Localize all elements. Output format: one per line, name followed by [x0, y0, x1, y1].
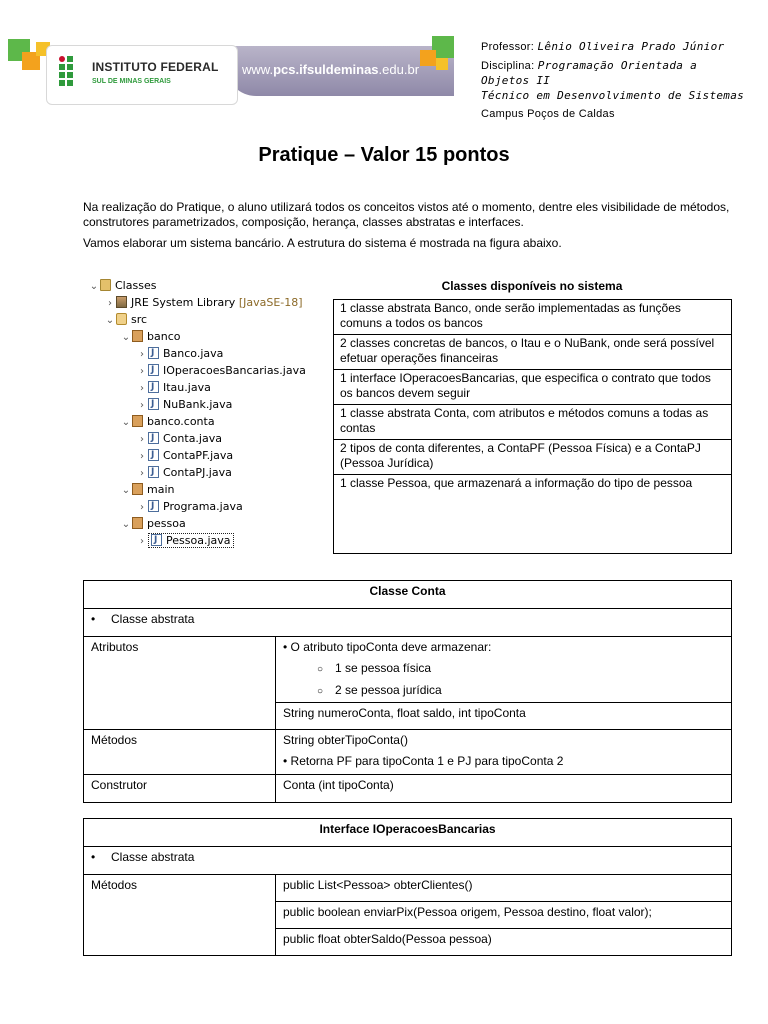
atributo-note: • O atributo tipoConta deve armazenar: — [283, 640, 492, 654]
java-file-icon — [148, 381, 159, 393]
tree-file[interactable]: ›J NuBank.java — [136, 397, 232, 413]
curso-line: Técnico em Desenvolvimento de Sistemas — [481, 89, 745, 102]
tree-file[interactable]: ›J Programa.java — [136, 499, 243, 515]
atributo-option: ○ 1 se pessoa física — [317, 661, 432, 675]
table-cell: 1 classe abstrata Banco, onde serão implementadas as funções comuns a todos os bancos — [334, 300, 732, 335]
chevron-down-icon[interactable]: ⌄ — [121, 417, 131, 428]
table-row — [84, 581, 732, 609]
table-cell: public boolean enviarPix(Pessoa origem, Pessoa destino, float valor); — [276, 902, 732, 929]
disciplina-line: Disciplina: Programação Orientada a — [481, 59, 698, 72]
package-icon — [132, 517, 143, 529]
bullet-icon: • — [91, 612, 96, 626]
table-row — [84, 637, 732, 703]
table-cell: Atributos — [84, 637, 276, 730]
table-cell: Construtor — [84, 775, 276, 803]
tree-package-main[interactable]: ⌄ main — [120, 482, 174, 498]
table-row — [334, 300, 732, 335]
table-row — [84, 819, 732, 847]
table-row — [334, 335, 732, 370]
table-row — [334, 440, 732, 475]
tree-package-pessoa[interactable]: ⌄ pessoa — [120, 516, 186, 532]
table-cell: 2 tipos de conta diferentes, a ContaPF (Pessoa Física) e a ContaPJ (Pessoa Jurídica) — [334, 440, 732, 475]
interface-table — [83, 818, 732, 956]
java-file-icon — [148, 432, 159, 444]
table-row — [334, 370, 732, 405]
table-cell: 1 classe abstrata Conta, com atributos e métodos comuns a todas as contas — [334, 405, 732, 440]
chevron-right-icon[interactable]: › — [140, 536, 144, 547]
java-file-icon — [148, 398, 159, 410]
java-file-icon — [148, 500, 159, 512]
table-row — [334, 475, 732, 554]
chevron-down-icon[interactable]: ⌄ — [105, 315, 115, 326]
chevron-down-icon[interactable]: ⌄ — [89, 281, 99, 292]
tree-file[interactable]: ›J ContaPF.java — [136, 448, 233, 464]
table-row — [84, 609, 732, 637]
source-folder-icon — [116, 313, 127, 325]
tree-library[interactable]: › JRE System Library [JavaSE-18] — [104, 295, 303, 311]
tree-file[interactable]: ›J Itau.java — [136, 380, 211, 396]
table-header: Classe Conta — [84, 581, 732, 609]
table-cell: • Classe abstrata — [84, 847, 732, 875]
tree-file-selected[interactable]: ›J Pessoa.java — [136, 533, 234, 549]
site-url: www.pcs.ifsuldeminas.edu.br — [242, 62, 420, 77]
table-row — [84, 730, 732, 775]
project-tree — [88, 278, 318, 548]
institution-name: INSTITUTO FEDERAL — [92, 60, 219, 74]
chevron-right-icon[interactable]: › — [140, 400, 144, 411]
available-classes-title: Classes disponíveis no sistema — [441, 279, 623, 293]
metodo-signature: String obterTipoConta() — [283, 733, 408, 747]
intro-paragraph-2: Vamos elaborar um sistema bancário. A estrutura do sistema é mostrada na figura abaixo. — [83, 236, 562, 250]
header-banner — [8, 36, 454, 102]
table-cell: Métodos — [84, 875, 276, 956]
project-folder-icon — [100, 279, 111, 291]
institution-subtitle: SUL DE MINAS GERAIS — [92, 78, 171, 85]
java-file-icon — [148, 364, 159, 376]
tree-file[interactable]: ›J ContaPJ.java — [136, 465, 232, 481]
table-cell: Métodos — [84, 730, 276, 775]
java-file-icon — [148, 347, 159, 359]
chevron-down-icon[interactable]: ⌄ — [121, 485, 131, 496]
campus-line: Campus Poços de Caldas — [481, 108, 615, 120]
circle-bullet-icon: ○ — [317, 686, 324, 697]
table-cell: String numeroConta, float saldo, int tipoConta — [276, 703, 732, 730]
tree-file[interactable]: ›J IOperacoesBancarias.java — [136, 363, 306, 379]
table-cell: 1 classe Pessoa, que armazenará a informação do tipo de pessoa — [334, 475, 732, 554]
table-cell — [276, 730, 732, 775]
atributo-option: ○ 2 se pessoa jurídica — [317, 683, 442, 697]
package-icon — [132, 483, 143, 495]
table-cell: public List<Pessoa> obterClientes() — [276, 875, 732, 902]
table-cell: Conta (int tipoConta) — [276, 775, 732, 803]
disciplina-line-2: Objetos II — [481, 74, 551, 87]
chevron-right-icon[interactable]: › — [140, 366, 144, 377]
chevron-right-icon[interactable]: › — [140, 468, 144, 479]
professor-line: Professor: Lênio Oliveira Prado Júnior — [481, 40, 725, 53]
tree-file[interactable]: ›J Conta.java — [136, 431, 222, 447]
tree-src[interactable]: ⌄ src — [104, 312, 147, 328]
java-file-icon — [148, 449, 159, 461]
orange-square-right-decoration — [420, 50, 436, 66]
table-cell — [276, 637, 732, 703]
chevron-right-icon[interactable]: › — [108, 298, 112, 309]
institution-logo — [46, 45, 238, 105]
table-cell: public float obterSaldo(Pessoa pessoa) — [276, 929, 732, 956]
tree-file[interactable]: ›J Banco.java — [136, 346, 223, 362]
table-row — [84, 847, 732, 875]
table-cell: 1 interface IOperacoesBancarias, que especifica o contrato que todos os bancos devem seguir — [334, 370, 732, 405]
available-classes-table — [333, 299, 732, 554]
table-row — [334, 405, 732, 440]
metodo-note: • Retorna PF para tipoConta 1 e PJ para tipoConta 2 — [283, 754, 564, 768]
intro-paragraph-1: Na realização do Pratique, o aluno utilizará todos os conceitos vistos até o momento, dentre eles visibilidade de métodos, construtores parametrizados, composição, herança, classes abstratas e interfaces. — [83, 200, 730, 229]
chevron-right-icon[interactable]: › — [140, 502, 144, 513]
package-icon — [132, 330, 143, 342]
java-file-icon — [148, 466, 159, 478]
circle-bullet-icon: ○ — [317, 664, 324, 675]
page-title: Pratique – Valor 15 pontos — [258, 144, 510, 166]
tree-package-banco[interactable]: ⌄ banco — [120, 329, 180, 345]
java-file-icon — [151, 534, 162, 546]
table-cell: 2 classes concretas de bancos, o Itau e o NuBank, onde será possível efetuar operações financeiras — [334, 335, 732, 370]
chevron-right-icon[interactable]: › — [140, 349, 144, 360]
bullet-icon: • — [283, 640, 291, 654]
table-cell: • Classe abstrata — [84, 609, 732, 637]
tree-package-banco-conta[interactable]: ⌄ banco.conta — [120, 414, 215, 430]
logo-grid-icon — [59, 56, 81, 90]
table-header: Interface IOperacoesBancarias — [84, 819, 732, 847]
classe-conta-table — [83, 580, 732, 803]
chevron-right-icon[interactable]: › — [140, 434, 144, 445]
package-icon — [132, 415, 143, 427]
bullet-icon: • — [91, 850, 96, 864]
chevron-down-icon[interactable]: ⌄ — [121, 332, 131, 343]
bullet-icon: • — [283, 754, 291, 768]
chevron-down-icon[interactable]: ⌄ — [121, 519, 131, 530]
library-icon — [116, 296, 127, 308]
chevron-right-icon[interactable]: › — [140, 383, 144, 394]
table-row — [84, 775, 732, 803]
yellow-square-right-decoration — [436, 58, 448, 70]
table-row — [84, 875, 732, 902]
chevron-right-icon[interactable]: › — [140, 451, 144, 462]
tree-project[interactable]: ⌄ Classes — [88, 278, 156, 294]
